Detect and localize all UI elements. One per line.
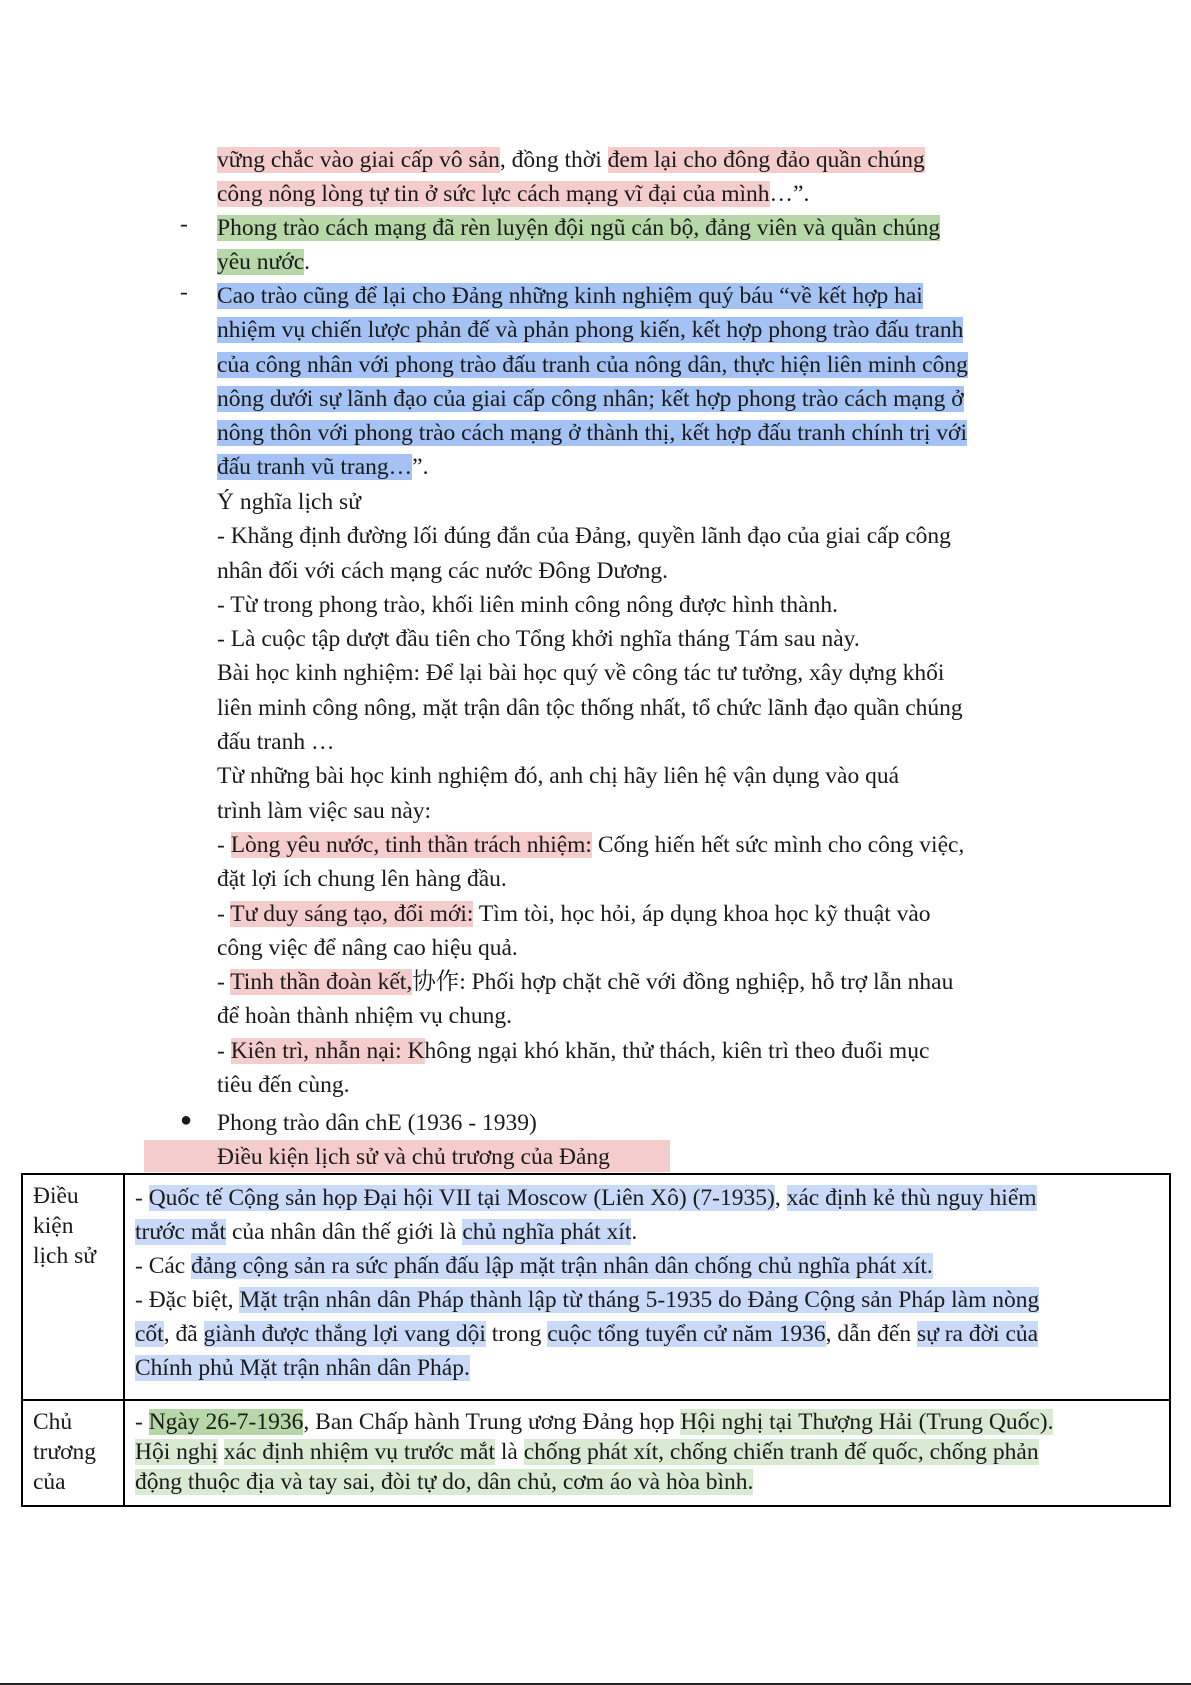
dash-item: Phong trào cách mạng đã rèn luyện đội ngũ cán bộ, đảng viên và quần chúng yêu nước. xyxy=(217,215,941,276)
row-content: - Quốc tế Cộng sản họp Đại hội VII tại Moscow (Liên Xô) (7-1935), xác định kẻ thù nguy hiểm trước mắt của nhân dân thế giới là chủ nghĩa phát xít. - Các đảng cộng sản ra sức phấn đấu lập mặt trận nhân dân chống chủ nghĩa phát xít. - Đặc biệt, Mặt trận nhân dân Pháp thành lập từ tháng 5-1935 do Đảng Cộng sản Pháp làm nòng cốt, đã giành được thắng lợi vang dội trong cuộc tổng tuyển cử năm 1936, dẫn đến sự ra đời của Chính phủ Mặt trận nhân dân Pháp. xyxy=(124,1174,1170,1400)
subheading: Điều kiện lịch sử và chủ trương của Đảng xyxy=(217,1144,610,1170)
highlight-text: đem lại cho đông đảo quần chúng xyxy=(607,147,925,173)
dash-marker: - xyxy=(180,279,188,305)
meaning-section: Ý nghĩa lịch sử - Khẳng định đường lối đúng đắn của Đảng, quyền lãnh đạo của giai cấp công nhân đối với cách mạng các nước Đông Dương. - Từ trong phong trào, khối liên minh công nông được hình thành. - Là cuộc tập dượt đầu tiên cho Tổng khởi nghĩa tháng Tám sau này. Bài học kinh nghiệm: Để lại bài học quý về công tác tư tưởng, xây dựng khối liên minh công nông, mặt trận dân tộc thống nhất, tổ chức lãnh đạo quần chúng đấu tranh … Từ những bài học kinh nghiệm đó, anh chị hãy liên hệ vận dụng vào quá trình làm việc sau này: - Lòng yêu nước, tinh thần trách nhiệm: Cống hiến hết sức mình cho công việc, đặt lợi ích chung lên hàng đầu. - Tư duy sáng tạo, đổi mới: Tìm tòi, học hỏi, áp dụng khoa học kỹ thuật vào công việc để nâng cao hiệu quả. - Tinh thần đoàn kết,协作: Phối hợp chặt chẽ với đồng nghiệp, hỗ trợ lẫn nhau để hoàn thành nhiệm vụ chung. - Kiên trì, nhẫn nại: Không ngại khó khăn, thử thách, kiên trì theo đuổi mục tiêu đến cùng. xyxy=(217,485,1057,1102)
row-label: Điều kiện lịch sử xyxy=(22,1174,124,1400)
highlight-text: công nông lòng tự tin ở sức lực cách mạng vĩ đại của mình xyxy=(217,181,770,208)
continuation-paragraph: vững chắc vào giai cấp vô sản, đồng thời đem lại cho đông đảo quần chúng công nông lòng tự tin ở sức lực cách mạng vĩ đại của mình…”. xyxy=(217,147,925,208)
row-content: - Ngày 26-7-1936, Ban Chấp hành Trung ương Đảng họp Hội nghị tại Thượng Hải (Trung Quốc). Hội nghị xác định nhiệm vụ trước mắt là chống phát xít, chống chiến tranh đế quốc, chống phản động thuộc địa và tay sai, đòi tự do, dân chủ, cơm áo và hòa bình. xyxy=(124,1400,1170,1506)
table-row xyxy=(22,1400,1170,1506)
bullet-icon: ● xyxy=(180,1109,193,1131)
section-heading: Ý nghĩa lịch sử xyxy=(217,489,361,515)
highlight-text: vững chắc vào giai cấp vô sản xyxy=(217,147,500,173)
quality-item: - Kiên trì, nhẫn nại: Không ngại khó khăn, thử thách, kiên trì theo đuổi mục xyxy=(217,1037,930,1064)
table-row xyxy=(22,1174,1170,1400)
quality-item: - Tinh thần đoàn kết,协作: Phối hợp chặt chẽ với đồng nghiệp, hỗ trợ lẫn nhau xyxy=(217,969,954,996)
dash-marker: - xyxy=(180,211,188,237)
row-label: Chủ trương của xyxy=(22,1400,124,1506)
bullet-item: Phong trào dân chE (1936 - 1939) xyxy=(217,1110,537,1136)
dash-item: Cao trào cũng để lại cho Đảng những kinh nghiệm quý báu “về kết hợp hai nhiệm vụ chiến lược phản đế và phản phong kiến, kết hợp phong trào đấu tranh của công nhân với phong trào đấu tranh của nông dân, thực hiện liên minh công nông dưới sự lãnh đạo của giai cấp công nhân; kết hợp phong trào cách mạng ở nông thôn với phong trào cách mạng ở thành thị, kết hợp đấu tranh chính trị với đấu tranh vũ trang…”. xyxy=(217,283,968,481)
quality-item: - Lòng yêu nước, tinh thần trách nhiệm: Cống hiến hết sức mình cho công việc, xyxy=(217,831,965,858)
quality-item: - Tư duy sáng tạo, đổi mới: Tìm tòi, học hỏi, áp dụng khoa học kỹ thuật vào xyxy=(217,900,931,927)
context-table xyxy=(21,1173,1171,1507)
